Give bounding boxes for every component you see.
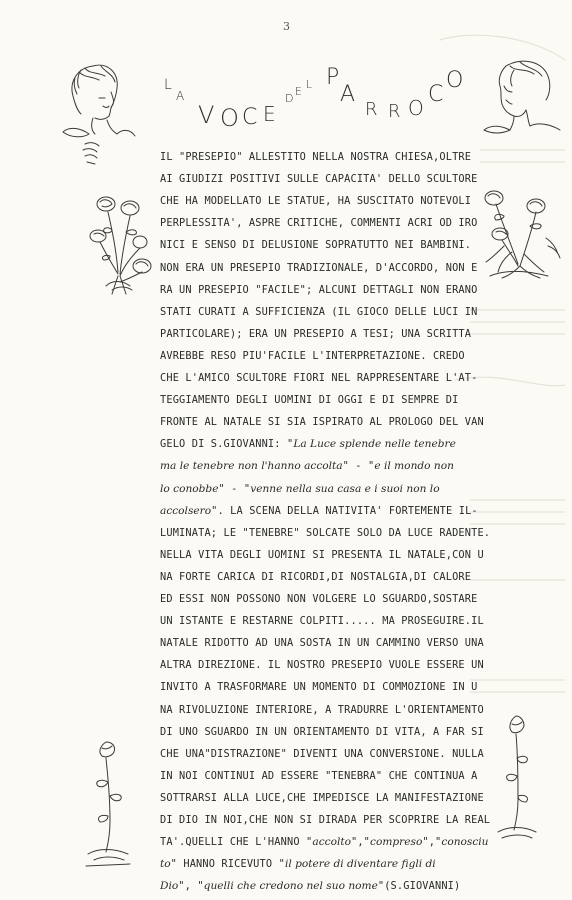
typed-text: LUMINATA; LE "TENEBRE" SOLCATE SOLO DA LUCE RADENTE.	[160, 526, 491, 539]
typed-text: DI DIO IN NOI,CHE NON SI DIRADA PER SCOPRIRE LA REAL	[160, 814, 491, 826]
text-line	[160, 323, 471, 345]
text-line	[160, 257, 477, 279]
text-line	[160, 522, 490, 544]
handwritten-quote: accolsero	[160, 504, 212, 517]
text-line	[160, 544, 484, 566]
text-line	[160, 654, 484, 676]
typed-text: CHE HA MODELLATO LE STATUE, HA SUSCITATO NOTEVOLI	[160, 195, 472, 208]
typed-text: NA FORTE CARICA DI RICORDI,DI NOSTALGIA,DI CALORE	[160, 570, 472, 583]
title-letter: P	[326, 65, 340, 90]
handwritten-quote: La Luce splende nelle tenebre	[293, 438, 456, 451]
typed-text: GELO DI S.GIOVANNI: "	[160, 438, 294, 451]
typed-text: INVITO A TRASFORMARE UN MOMENTO DI COMMOZIONE IN U	[160, 681, 478, 694]
title-letter: O	[220, 104, 239, 132]
typed-text: NATALE RIDOTTO AD UNA SOSTA IN UN CAMMINO VERSO UNA	[160, 637, 484, 650]
text-line	[160, 190, 471, 212]
typed-text: TEGGIAMENTO DEGLI UOMINI DI OGGI E DI SEMPRE DI	[160, 394, 459, 407]
bottom-right-flower-sketch	[492, 712, 542, 842]
title-letter: L	[164, 77, 172, 93]
left-flower-bouquet-sketch	[82, 190, 162, 300]
title-letter: C	[242, 105, 258, 130]
typed-text: AVREBBE RESO PIU'FACILE L'INTERPRETAZIONE. CREDO	[160, 349, 465, 362]
typed-text: FRONTE AL NATALE SI SIA ISPIRATO AL PROLOGO DEL VAN	[160, 416, 484, 429]
handwritten-quote: Dio	[160, 880, 179, 893]
text-line	[160, 787, 484, 809]
text-line	[160, 367, 477, 389]
title-letter: L	[306, 78, 313, 91]
text-line	[160, 279, 477, 301]
text-line	[160, 743, 484, 765]
typed-text: SOTTRARSI ALLA LUCE,CHE IMPEDISCE LA MANIFESTAZIONE	[160, 791, 484, 804]
text-line	[160, 500, 478, 522]
typed-text: DI UNO SGUARDO IN UN ORIENTAMENTO DI VITA, A FAR SI	[160, 725, 484, 738]
handwritten-quote: quelli che credono nel suo nome	[203, 880, 378, 893]
typed-text: NA RIVOLUZIONE INTERIORE, A TRADURRE L'ORIENTAMENTO	[160, 703, 484, 716]
typed-text: ","	[350, 836, 371, 849]
title-letter: E	[263, 102, 276, 126]
text-line	[160, 853, 436, 875]
handwritten-quote: il potere di diventare figli di	[284, 858, 436, 871]
text-line	[160, 478, 440, 500]
handwritten-quote: venne nella sua casa e i suoi non lo	[250, 482, 440, 495]
typed-text: STATI CURATI A SUFFICIENZA (IL GIOCO DELLE LUCI IN	[160, 305, 478, 318]
typed-text: PARTICOLARE); ERA UN PRESEPIO A TESI; UNA SCRITTA	[160, 327, 472, 340]
typed-text: AI GIUDIZI POSITIVI SULLE CAPACITA' DELLO SCULTORE	[160, 173, 478, 186]
text-line	[160, 588, 477, 610]
bottom-left-flower-sketch	[84, 738, 134, 868]
typed-text: ". LA SCENA DELLA NATIVITA' FORTEMENTE IL-	[211, 504, 478, 517]
text-line	[160, 168, 477, 190]
text-line	[160, 566, 471, 588]
text-line	[160, 632, 484, 654]
typed-text: TA'.QUELLI CHE L'HANNO "	[160, 836, 313, 849]
typed-text: CHE L'AMICO SCULTORE FIORI NEL RAPPRESENTARE L'AT-	[160, 372, 478, 384]
typed-text: PERPLESSITA', ASPRE CRITICHE, COMMENTI ACRI OD IRO	[160, 217, 478, 230]
title-letter: C	[428, 82, 444, 107]
typed-text: IL "PRESEPIO" ALLESTITO NELLA NOSTRA CHIESA,OLTRE	[160, 151, 472, 163]
text-line	[160, 676, 477, 698]
text-line	[160, 455, 454, 477]
text-line	[160, 721, 484, 743]
typed-text: ", "	[178, 880, 204, 893]
text-line	[160, 433, 456, 455]
text-line	[160, 875, 460, 897]
text-line	[160, 212, 477, 234]
text-line	[160, 809, 490, 831]
title-letter: E	[295, 85, 302, 98]
typed-text: " - "	[342, 460, 375, 473]
title-letter: A	[340, 82, 356, 107]
typed-text: ","	[422, 836, 442, 849]
text-line	[160, 345, 465, 367]
title-letter: R	[388, 101, 401, 122]
handwritten-quote: compreso	[370, 836, 423, 849]
text-line	[160, 146, 471, 168]
handwritten-quote: ma le tenebre non l'hanno accolta	[160, 460, 343, 473]
handwritten-quote: to	[160, 858, 171, 871]
right-flower-bouquet-sketch	[474, 182, 564, 282]
page-number: 3	[283, 20, 290, 33]
text-line	[160, 699, 484, 721]
handwritten-quote: conosciu	[441, 836, 489, 849]
text-line	[160, 831, 489, 853]
handwritten-quote: e il mondo non	[374, 460, 454, 473]
title-letter: R	[365, 99, 378, 120]
title-letter: O	[446, 68, 464, 93]
title-letter: A	[176, 89, 185, 103]
typed-text: ED ESSI NON POSSONO NON VOLGERE LO SGUARDO,SOSTARE	[160, 593, 478, 605]
typed-text: RA UN PRESEPIO "FACILE"; ALCUNI DETTAGLI NON ERANO	[160, 283, 478, 296]
typed-text: ALTRA DIREZIONE. IL NOSTRO PRESEPIO VUOLE ESSERE UN	[160, 659, 484, 672]
typed-text: NELLA VITA DEGLI UOMINI SI PRESENTA IL NATALE,CON U	[160, 548, 484, 561]
typed-text: NON ERA UN PRESEPIO TRADIZIONALE, D'ACCORDO, NON E	[160, 261, 478, 274]
text-line	[160, 301, 477, 323]
handwritten-quote: lo conobbe	[160, 482, 219, 495]
right-portrait-sketch	[480, 56, 570, 136]
handwritten-quote: accolto	[312, 836, 351, 849]
title-letter: V	[198, 101, 215, 129]
typed-text: UN ISTANTE E RESTARNE COLPITI..... MA PROSEGUIRE.IL	[160, 615, 484, 628]
title-letter: O	[408, 96, 424, 120]
text-line	[160, 234, 471, 256]
title-letter: D	[285, 92, 294, 105]
left-portrait-sketch	[55, 58, 135, 168]
text-line	[160, 411, 484, 433]
typed-text: " HANNO RICEVUTO "	[170, 858, 285, 871]
text-line	[160, 765, 477, 787]
typed-text: " - "	[218, 482, 251, 495]
typed-text: "(S.GIOVANNI)	[377, 880, 461, 893]
text-line	[160, 389, 458, 411]
typed-text: IN NOI CONTINUI AD ESSERE "TENEBRA" CHE CONTINUA A	[160, 769, 478, 782]
typed-text: CHE UNA"DISTRAZIONE" DIVENTI UNA CONVERSIONE. NULLA	[160, 747, 484, 760]
text-line	[160, 610, 484, 632]
typed-text: NICI E SENSO DI DELUSIONE SOPRATUTTO NEI BAMBINI.	[160, 239, 472, 252]
